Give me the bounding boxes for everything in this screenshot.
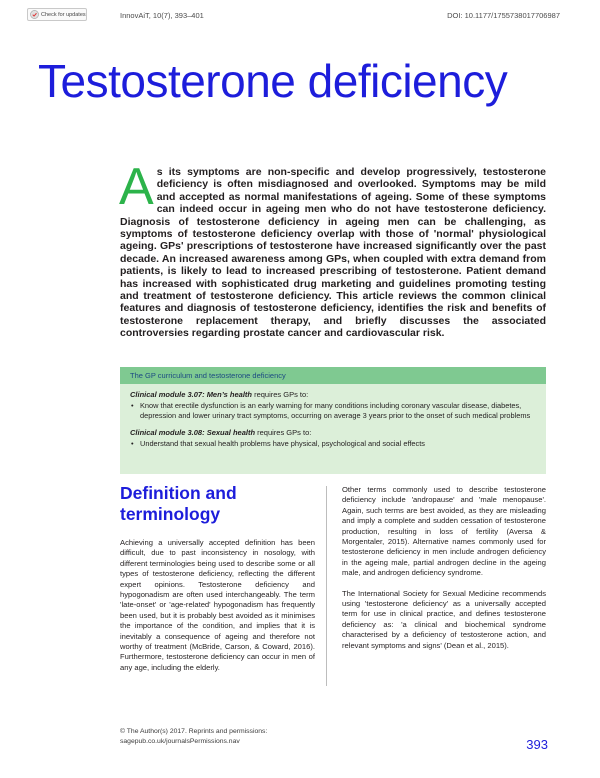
- curriculum-module-sexual-health: [120, 428, 546, 449]
- right-column-text: [342, 485, 546, 651]
- column-divider: [326, 486, 327, 686]
- abstract-text: s its symptoms are non-specific and develop progressively, testosterone deficiency is often misdiagnosed and overlooked. Symptoms may be mild and accepted as normal manifestations of ageing. Some of these symptoms can indeed occur in ageing men who do not have testosterone deficiency. Diagnosis of testosterone deficiency in ageing men can be challenging, as symptoms of testosterone deficiency overlap with those of 'normal' physiological ageing. GPs' prescriptions of testosterone have increased significantly over the past decade. An increased awareness among GPs, when coupled with extra demand from patients, is likely to lead to increased prescribing of testosterone. Patient demand has increased with sophisticated drug marketing and guidelines promoting testing and treatment of testosterone deficiency. This article reviews the common clinical features and diagnosis of testosterone deficiency, identifies the risk and benefits of testosterone replacement therapy, and briefly discusses the associated controversies regarding prostate cancer and cardiovascular risk.: [120, 166, 546, 340]
- check-for-updates-label: Check for updates: [41, 11, 86, 18]
- module-label: Clinical module 3.08: Sexual health: [130, 428, 256, 438]
- curriculum-module-mens-health: [120, 390, 546, 421]
- crossmark-icon: [30, 10, 39, 19]
- body-paragraph: Achieving a universally accepted definition has been difficult, due to past inconsistency in nosology, with different terminologies being used to describe some or all types of testosterone deficiency, reflecting the different expert opinions. Testosterone deficiency and hypogonadism are often used interchangeably. The term 'late-onset' or 'age-related' hypogonadism has frequently been used, but it is probably best avoided as it minimises the importance of the condition, and implies that it is inevitably a consequence of ageing and therefore not worthy of treatment (McBride, Carson, & Coward, 2016). Furthermore, testosterone deficiency can occur in men of any age, including the elderly.: [120, 538, 315, 672]
- module-bullet: • Know that erectile dysfunction is an early warning for many conditions including coronary vascular disease, diabetes, depression and lower urinary tract symptoms, occurring on average 3 years prior to the onset of such medical problems: [130, 401, 536, 421]
- permissions-link[interactable]: sagepub.co.uk/journalsPermissions.nav: [120, 737, 240, 745]
- body-paragraph: Other terms commonly used to describe testosterone deficiency include 'andropause' and 'male menopause'. Again, such terms are best avoided, as they are misleading and imply a complete and sudden cessation of testosterone production, resulting in loss of fertility (Aversa & Morgentaler, 2015). Alternative names commonly used for testosterone deficiency in men include androgen deficiency in the ageing male, partial androgen decline in the ageing male, and androgen deficiency syndrome.: [342, 485, 546, 578]
- curriculum-box: [120, 367, 546, 474]
- doi-link[interactable]: DOI: 10.1177/1755738017706987: [447, 11, 560, 20]
- body-paragraph: The International Society for Sexual Medicine recommends using 'testosterone deficiency' as a universally accepted term for use in clinical practice, and defines testosterone deficiency as: 'a clinical and biochemical syndrome characterised by a deficiency of testosterone action, and relevant symptoms and signs' (Dean et al., 2015).: [342, 588, 546, 650]
- footer-copyright: [120, 727, 267, 746]
- module-label: Clinical module 3.07: Men’s health: [130, 390, 252, 399]
- section-heading: Definition and terminology: [120, 483, 237, 524]
- journal-reference: InnovAiT, 10(7), 393–401: [120, 11, 204, 20]
- page-number: 393: [526, 737, 548, 752]
- abstract: [119, 158, 546, 340]
- abstract-dropcap: A: [119, 158, 154, 216]
- check-for-updates-badge[interactable]: [27, 8, 87, 21]
- module-suffix: requires GPs to:: [255, 428, 312, 438]
- module-bullet-list: [130, 401, 536, 421]
- module-suffix: requires GPs to:: [251, 390, 309, 399]
- module-bullet: • Understand that sexual health problems have physical, psychological and social effects: [130, 439, 536, 449]
- curriculum-box-title: The GP curriculum and testosterone deficiency: [120, 367, 546, 384]
- left-column-text: [120, 538, 315, 673]
- article-title: Testosterone deficiency: [38, 55, 508, 107]
- copyright-text: © The Author(s) 2017. Reprints and permissions:: [120, 728, 268, 735]
- module-bullet-list: [130, 439, 536, 449]
